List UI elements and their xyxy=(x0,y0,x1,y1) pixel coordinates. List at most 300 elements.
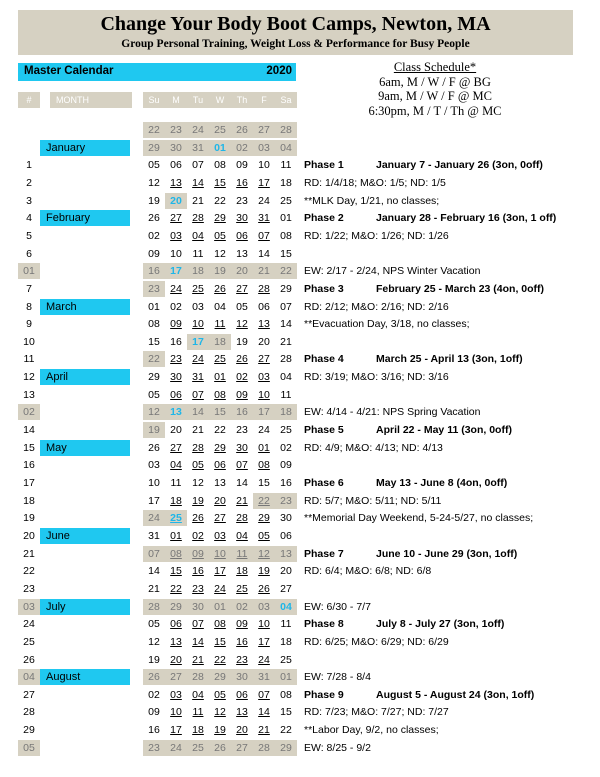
day-cell: 05 xyxy=(214,229,226,242)
day-cell: 23 xyxy=(148,282,160,295)
day-cell: 07 xyxy=(258,229,270,242)
day-cell: 03 xyxy=(258,600,270,613)
day-cell: 25 xyxy=(280,653,292,666)
phase-label: Phase 6 xyxy=(304,477,344,489)
day-cell: 19 xyxy=(214,265,226,278)
day-cell: 11 xyxy=(280,388,292,401)
day-header-su: Su xyxy=(148,95,160,105)
day-cell: 06 xyxy=(170,159,182,172)
phase-label: Phase 2 xyxy=(304,212,344,225)
day-cell: 09 xyxy=(236,159,248,172)
day-cell: 21 xyxy=(192,424,204,437)
day-cell: 17 xyxy=(258,635,270,648)
day-cell: 21 xyxy=(280,335,292,348)
day-cell: 24 xyxy=(192,124,204,136)
day-cell: 23 xyxy=(148,741,160,754)
day-cell: 31 xyxy=(192,371,204,384)
week-number: 2 xyxy=(26,176,32,189)
day-cell: 28 xyxy=(148,600,160,613)
day-cell: 14 xyxy=(236,477,248,489)
day-cell: 01 xyxy=(214,600,226,613)
day-cell: 06 xyxy=(170,618,182,631)
day-cell: 05 xyxy=(148,388,160,401)
day-cell: 04 xyxy=(170,459,182,472)
day-cell: 11 xyxy=(280,159,292,172)
day-cell: 25 xyxy=(214,124,226,136)
day-cell: 16 xyxy=(148,265,160,278)
day-cell: 12 xyxy=(236,318,248,331)
day-cell: 21 xyxy=(192,653,204,666)
day-cell: 20 xyxy=(170,194,182,207)
month-column-header: MONTH xyxy=(56,95,89,105)
day-cell: 30 xyxy=(192,600,204,613)
day-cell: 05 xyxy=(258,529,270,542)
month-label: July xyxy=(40,599,130,615)
day-cell: 24 xyxy=(170,741,182,754)
event-note: RD: 7/23; M&O: 7/27; ND: 7/27 xyxy=(304,706,449,719)
day-header-tu: Tu xyxy=(192,95,204,105)
day-cell: 08 xyxy=(214,159,226,172)
day-header-w: W xyxy=(215,95,225,105)
day-cell: 17 xyxy=(170,265,182,278)
day-cell: 26 xyxy=(148,671,160,684)
week-number: 18 xyxy=(23,494,35,507)
day-cell: 06 xyxy=(258,300,270,313)
day-cell: 10 xyxy=(148,477,160,489)
day-cell: 27 xyxy=(280,582,292,595)
day-cell: 08 xyxy=(214,618,226,631)
day-cell: 01 xyxy=(280,671,292,684)
day-cell: 23 xyxy=(236,424,248,437)
event-note: **MLK Day, 1/21, no classes; xyxy=(304,194,440,207)
day-cell: 11 xyxy=(170,477,182,489)
day-cell: 22 xyxy=(170,582,182,595)
phase-label: Phase 7 xyxy=(304,547,344,560)
day-cell: 02 xyxy=(280,441,292,454)
day-cell: 15 xyxy=(214,635,226,648)
day-cell: 08 xyxy=(148,318,160,331)
day-cell: 31 xyxy=(258,671,270,684)
day-cell: 23 xyxy=(170,124,182,136)
week-number xyxy=(18,140,40,156)
event-note: EW: 4/14 - 4/21: NPS Spring Vacation xyxy=(304,406,481,419)
day-cell: 09 xyxy=(170,318,182,331)
day-cell: 27 xyxy=(258,353,270,366)
day-cell: 06 xyxy=(214,459,226,472)
master-calendar-label: Master Calendar xyxy=(24,65,114,77)
day-cell: 08 xyxy=(280,229,292,242)
day-cell: 29 xyxy=(280,282,292,295)
day-cell: 09 xyxy=(148,706,160,719)
day-cell: 22 xyxy=(214,653,226,666)
day-cell: 19 xyxy=(148,653,160,666)
week-number: 11 xyxy=(23,353,35,366)
day-cell: 02 xyxy=(236,371,248,384)
day-cell: 24 xyxy=(170,282,182,295)
day-header-f: F xyxy=(261,95,267,105)
day-cell: 21 xyxy=(236,494,248,507)
day-cell: 16 xyxy=(192,565,204,578)
week-number: 23 xyxy=(23,582,35,595)
day-cell: 12 xyxy=(148,406,160,419)
day-cell: 01 xyxy=(258,441,270,454)
day-cell: 07 xyxy=(148,547,160,560)
event-note: RD: 6/25; M&O: 6/29; ND: 6/29 xyxy=(304,635,449,648)
day-cell: 25 xyxy=(236,582,248,595)
month-label: May xyxy=(40,440,130,456)
month-label: April xyxy=(40,369,130,385)
day-cell: 02 xyxy=(236,600,248,613)
day-cell: 18 xyxy=(214,335,226,348)
day-cell: 27 xyxy=(214,512,226,525)
week-number: 5 xyxy=(26,229,32,242)
week-number: 29 xyxy=(23,724,35,737)
day-cell: 01 xyxy=(214,371,226,384)
day-cell: 22 xyxy=(258,494,270,507)
day-cell: 13 xyxy=(214,477,226,489)
day-cell: 15 xyxy=(280,706,292,719)
day-cell: 07 xyxy=(192,388,204,401)
day-cell: 09 xyxy=(192,547,204,560)
day-cell: 19 xyxy=(258,565,270,578)
day-cell: 03 xyxy=(258,141,270,154)
day-cell: 02 xyxy=(148,229,160,242)
day-cell: 24 xyxy=(258,424,270,437)
day-cell: 20 xyxy=(236,265,248,278)
day-cell: 05 xyxy=(192,459,204,472)
day-cell: 05 xyxy=(214,688,226,701)
day-cell: 26 xyxy=(148,212,160,225)
day-cell: 19 xyxy=(192,494,204,507)
day-cell: 09 xyxy=(236,618,248,631)
day-cell: 22 xyxy=(148,353,160,366)
day-cell: 28 xyxy=(192,441,204,454)
day-cell: 20 xyxy=(280,565,292,578)
day-cell: 10 xyxy=(214,547,226,560)
day-cell: 26 xyxy=(192,512,204,525)
day-cell: 11 xyxy=(236,547,248,560)
day-cell: 12 xyxy=(148,635,160,648)
day-cell: 03 xyxy=(170,688,182,701)
phase-label: Phase 9 xyxy=(304,688,344,701)
event-note: **Labor Day, 9/2, no classes; xyxy=(304,724,439,737)
day-cell: 08 xyxy=(258,459,270,472)
day-cell: 10 xyxy=(192,318,204,331)
day-cell: 05 xyxy=(236,300,248,313)
day-cell: 11 xyxy=(214,318,226,331)
day-cell: 08 xyxy=(170,547,182,560)
phase-dates: August 5 - August 24 (3on, 1off) xyxy=(376,688,535,701)
day-cell: 18 xyxy=(280,635,292,648)
week-number: 01 xyxy=(23,265,35,278)
phase-label: Phase 1 xyxy=(304,159,344,172)
title-banner xyxy=(18,10,573,55)
day-cell: 26 xyxy=(236,124,248,136)
day-cell: 08 xyxy=(214,388,226,401)
day-cell: 29 xyxy=(258,512,270,525)
day-cell: 11 xyxy=(280,618,292,631)
day-cell: 21 xyxy=(192,194,204,207)
day-cell: 14 xyxy=(258,706,270,719)
day-cell: 03 xyxy=(258,371,270,384)
day-cell: 28 xyxy=(258,741,270,754)
day-cell: 24 xyxy=(192,353,204,366)
event-note: EW: 6/30 - 7/7 xyxy=(304,600,371,613)
day-cell: 12 xyxy=(214,706,226,719)
week-number: 03 xyxy=(23,600,35,613)
day-cell: 12 xyxy=(258,547,270,560)
day-cell: 22 xyxy=(280,265,292,278)
event-note: RD: 6/4; M&O: 6/8; ND: 6/8 xyxy=(304,565,432,578)
class-schedule-line: 9am, M / W / F @ MC xyxy=(378,89,492,103)
week-number: 15 xyxy=(23,441,35,454)
week-number: 9 xyxy=(26,318,32,331)
week-number: 20 xyxy=(23,529,35,542)
day-cell: 20 xyxy=(214,494,226,507)
week-number: 26 xyxy=(23,653,35,666)
day-cell: 09 xyxy=(280,459,292,472)
day-cell: 15 xyxy=(258,477,270,489)
day-cell: 29 xyxy=(148,371,160,384)
day-cell: 10 xyxy=(170,247,182,260)
day-cell: 26 xyxy=(258,582,270,595)
day-cell: 29 xyxy=(148,141,160,154)
week-number: 10 xyxy=(23,335,35,348)
day-cell: 23 xyxy=(236,653,248,666)
day-cell: 15 xyxy=(214,176,226,189)
week-number: 19 xyxy=(23,512,35,525)
phase-dates: January 7 - January 26 (3on, 0off) xyxy=(376,159,543,172)
day-cell: 31 xyxy=(148,529,160,542)
day-cell: 17 xyxy=(170,724,182,737)
day-cell: 12 xyxy=(192,477,204,489)
day-cell: 25 xyxy=(192,282,204,295)
day-cell: 01 xyxy=(280,212,292,225)
day-cell: 06 xyxy=(236,688,248,701)
day-cell: 28 xyxy=(236,512,248,525)
day-cell: 14 xyxy=(192,635,204,648)
day-cell: 13 xyxy=(236,706,248,719)
day-cell: 13 xyxy=(280,547,292,560)
day-cell: 23 xyxy=(280,494,292,507)
week-number: 6 xyxy=(26,247,32,260)
week-number: 24 xyxy=(23,618,35,631)
phase-dates: June 10 - June 29 (3on, 1off) xyxy=(376,547,518,560)
day-cell: 26 xyxy=(148,441,160,454)
day-cell: 02 xyxy=(236,141,248,154)
day-cell: 01 xyxy=(148,300,160,313)
week-number: 16 xyxy=(23,459,35,472)
day-cell: 27 xyxy=(258,124,270,136)
day-cell: 02 xyxy=(148,688,160,701)
day-cell: 15 xyxy=(280,247,292,260)
day-cell: 23 xyxy=(192,582,204,595)
month-label: February xyxy=(40,210,130,226)
day-header-th: Th xyxy=(236,95,248,105)
week-number: 8 xyxy=(26,300,32,313)
phase-label: Phase 8 xyxy=(304,618,344,631)
day-cell: 30 xyxy=(170,141,182,154)
day-cell: 08 xyxy=(280,688,292,701)
day-cell: 22 xyxy=(214,194,226,207)
day-cell: 29 xyxy=(214,671,226,684)
day-cell: 04 xyxy=(280,141,292,154)
day-cell: 13 xyxy=(170,635,182,648)
day-cell: 21 xyxy=(258,724,270,737)
day-cell: 24 xyxy=(258,653,270,666)
day-cell: 06 xyxy=(236,229,248,242)
day-cell: 18 xyxy=(192,724,204,737)
day-cell: 02 xyxy=(192,529,204,542)
event-note: **Memorial Day Weekend, 5-24-5/27, no classes; xyxy=(304,512,534,525)
day-cell: 23 xyxy=(170,353,182,366)
day-cell: 29 xyxy=(280,741,292,754)
week-number: 28 xyxy=(23,706,35,719)
class-schedule-heading: Class Schedule* xyxy=(393,60,477,74)
page-title: Change Your Body Boot Camps, Newton, MA xyxy=(100,13,491,35)
day-cell: 09 xyxy=(236,388,248,401)
day-cell: 25 xyxy=(280,194,292,207)
week-number xyxy=(18,122,40,138)
week-number: 17 xyxy=(23,477,35,489)
week-column-header: # xyxy=(26,95,32,105)
day-cell: 29 xyxy=(214,212,226,225)
day-cell: 19 xyxy=(214,724,226,737)
week-number: 1 xyxy=(26,159,32,172)
day-cell: 03 xyxy=(148,459,160,472)
day-cell: 31 xyxy=(192,141,204,154)
day-cell: 30 xyxy=(170,371,182,384)
day-cell: 27 xyxy=(236,741,248,754)
day-cell: 26 xyxy=(214,282,226,295)
month-label: June xyxy=(40,528,130,544)
day-cell: 26 xyxy=(214,741,226,754)
day-cell: 07 xyxy=(192,618,204,631)
event-note: EW: 2/17 - 2/24, NPS Winter Vacation xyxy=(304,265,481,278)
day-cell: 15 xyxy=(214,406,226,419)
day-cell: 16 xyxy=(236,635,248,648)
week-number: 02 xyxy=(23,406,35,419)
day-cell: 21 xyxy=(258,265,270,278)
day-cell: 14 xyxy=(192,406,204,419)
day-cell: 04 xyxy=(214,300,226,313)
day-cell: 17 xyxy=(148,494,160,507)
phase-dates: April 22 - May 11 (3on, 0off) xyxy=(376,424,512,437)
day-cell: 25 xyxy=(192,741,204,754)
phase-label: Phase 4 xyxy=(304,353,344,366)
day-cell: 28 xyxy=(280,124,292,136)
week-number: 22 xyxy=(23,565,35,578)
day-cell: 27 xyxy=(170,441,182,454)
day-cell: 13 xyxy=(258,318,270,331)
day-cell: 04 xyxy=(236,529,248,542)
day-cell: 10 xyxy=(258,388,270,401)
event-note: RD: 2/12; M&O: 2/16; ND: 2/16 xyxy=(304,300,449,313)
phase-label: Phase 3 xyxy=(304,282,344,295)
day-cell: 10 xyxy=(258,618,270,631)
day-cell: 25 xyxy=(280,424,292,437)
day-cell: 29 xyxy=(170,600,182,613)
day-cell: 06 xyxy=(280,529,292,542)
event-note: RD: 1/4/18; M&O: 1/5; ND: 1/5 xyxy=(304,176,446,189)
class-schedule-line: 6am, M / W / F @ BG xyxy=(379,74,491,89)
day-cell: 21 xyxy=(148,582,160,595)
day-cell: 17 xyxy=(258,406,270,419)
phase-dates: January 28 - February 16 (3on, 1 off) xyxy=(376,212,557,225)
day-cell: 23 xyxy=(236,194,248,207)
day-cell: 09 xyxy=(148,247,160,260)
day-cell: 24 xyxy=(214,582,226,595)
day-cell: 17 xyxy=(192,335,204,348)
day-cell: 10 xyxy=(170,706,182,719)
day-cell: 24 xyxy=(258,194,270,207)
event-note: **Evacuation Day, 3/18, no classes; xyxy=(304,318,470,331)
day-cell: 02 xyxy=(170,300,182,313)
day-cell: 20 xyxy=(170,653,182,666)
month-label: January xyxy=(40,140,130,156)
day-cell: 27 xyxy=(236,282,248,295)
day-cell: 29 xyxy=(214,441,226,454)
phase-dates: May 13 - June 8 (4on, 0off) xyxy=(376,477,508,489)
week-number: 3 xyxy=(26,194,32,207)
day-cell: 18 xyxy=(236,565,248,578)
phase-label: Phase 5 xyxy=(304,424,344,437)
calendar-year: 2020 xyxy=(266,65,292,77)
day-cell: 25 xyxy=(170,512,182,525)
day-cell: 28 xyxy=(192,212,204,225)
day-cell: 16 xyxy=(236,176,248,189)
day-cell: 16 xyxy=(280,477,292,489)
day-cell: 04 xyxy=(280,371,292,384)
day-cell: 18 xyxy=(192,265,204,278)
class-schedule xyxy=(300,60,570,118)
day-cell: 15 xyxy=(170,565,182,578)
week-number: 7 xyxy=(26,282,32,295)
day-cell: 20 xyxy=(236,724,248,737)
day-cell: 12 xyxy=(214,247,226,260)
event-note: EW: 7/28 - 8/4 xyxy=(304,671,371,684)
day-cell: 14 xyxy=(148,565,160,578)
phase-dates: July 8 - July 27 (3on, 1off) xyxy=(376,618,505,631)
day-cell: 18 xyxy=(280,406,292,419)
day-cell: 14 xyxy=(258,247,270,260)
day-cell: 04 xyxy=(280,600,292,613)
day-cell: 28 xyxy=(192,671,204,684)
day-cell: 03 xyxy=(170,229,182,242)
master-calendar-bar xyxy=(18,63,296,81)
day-cell: 18 xyxy=(170,494,182,507)
week-number: 05 xyxy=(23,741,35,754)
day-cell: 16 xyxy=(148,724,160,737)
day-cell: 14 xyxy=(192,176,204,189)
week-number: 14 xyxy=(23,424,35,437)
week-number: 4 xyxy=(26,212,32,225)
event-note: EW: 8/25 - 9/2 xyxy=(304,741,371,754)
day-cell: 11 xyxy=(192,247,204,260)
week-number: 12 xyxy=(23,371,35,384)
day-cell: 30 xyxy=(236,212,248,225)
day-cell: 22 xyxy=(280,724,292,737)
day-cell: 27 xyxy=(170,212,182,225)
day-cell: 15 xyxy=(148,335,160,348)
day-cell: 13 xyxy=(170,406,182,419)
event-note: RD: 4/9; M&O: 4/13; ND: 4/13 xyxy=(304,441,443,454)
class-schedule-line: 6:30pm, M / T / Th @ MC xyxy=(368,103,502,118)
day-cell: 03 xyxy=(214,529,226,542)
week-number: 25 xyxy=(23,635,35,648)
day-cell: 25 xyxy=(214,353,226,366)
day-cell: 07 xyxy=(236,459,248,472)
